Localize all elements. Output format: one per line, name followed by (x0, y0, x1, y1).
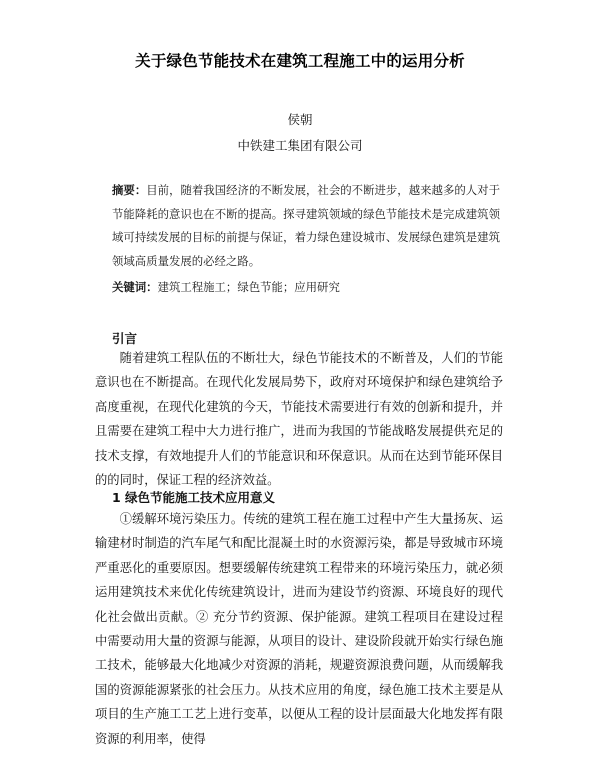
section1-heading: 1 绿色节能施工技术应用意义 (112, 490, 276, 505)
paper-title: 关于绿色节能技术在建筑工程施工中的运用分析 (135, 52, 465, 70)
section1-paragraph: ①缓解环境污染压力。传统的建筑工程在施工过程中产生大量扬灰、运输建材时制造的汽车尾气和配比混凝土时的水资源污染，都是导致城市环境严重恶化的重要原因。想要缓解传统建筑工程带来的环境污染压力，就必须运用建筑技术来优化传统建筑设计，进而为建设节约资源、环境良好的现代化社会做出贡献。② 充分节约资源、保护能源。建筑工程项目在建设过程中需要动用大量的资源与能源，从项目的设计、建设阶段就开始实行绿色施工技术，能够最大化地减少对资源的消耗，规避资源浪费问题，从而缓解我国的资源能源紧张的社会压力。从技术应用的角度，绿色施工技术主要是从项目的生产施工工艺上进行变革，以便从工程的设计层面最大化地发挥有限资源的利用率，使得 (95, 512, 503, 746)
intro-heading: 引言 (112, 331, 138, 346)
keywords-text: 建筑工程施工；绿色节能；应用研究 (157, 280, 340, 294)
keywords-block (112, 276, 500, 300)
abstract-text: 目前，随着我国经济的不断发展，社会的不断进步，越来越多的人对于节能降耗的意识也在不断的提高。探寻建筑领域的绿色节能技术是完成建筑领域可持续发展的目标的前提与保证，着力绿色建设城市、发展绿色建筑是建筑领域高质量发展的必经之路。 (112, 183, 500, 268)
abstract-block (112, 179, 500, 273)
author-name: 侯朝 (287, 112, 313, 127)
author-affiliation: 中铁建工集团有限公司 (237, 138, 363, 153)
intro-paragraph: 随着建筑工程队伍的不断壮大，绿色节能技术的不断普及，人们的节能意识也在不断提高。在现代化发展局势下，政府对环境保护和绿色建筑给予高度重视，在现代化建筑的今天，节能技术需要进行有效的创新和提升，并且需要在建筑工程中大力进行推广，进而为我国的节能战略发展提供充足的技术支撑，有效地提升人们的节能意识和环保意识。从而在达到节能环保目的的同时，保证工程的经济效益。 (95, 351, 503, 488)
keywords-label: 关键词： (112, 280, 158, 294)
abstract-label: 摘要： (112, 183, 147, 197)
